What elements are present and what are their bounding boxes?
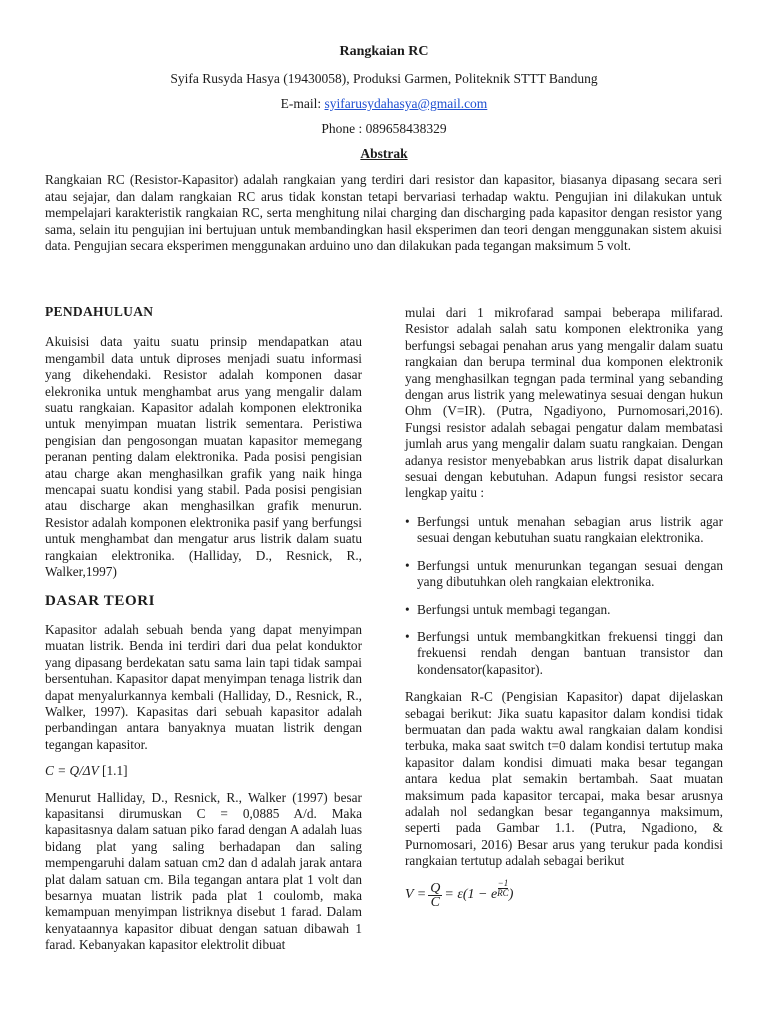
right-column [405,305,723,909]
equation-2-middle: = ε(1 − e [444,886,498,902]
pendahuluan-paragraph: Akuisisi data yaitu suatu prinsip mendapatkan atau mengambil data untuk diproses menjadi suatu informasi yang dikehendaki. Resistor adalah komponen dasar elekronika untuk menghambat arus yang mengalir dalam suatu rangkaian. Kapasitor adalah komponen elektronika untuk menyimpan muatan listrik sementara. Peristiwa pengisian dan pengosongan muatan kapasitor memegang peranan penting dalam elektronika. Pada posisi pengisian atau charge akan menghasilkan grafik yang naik hinga mencapai suatu kondisi yang stabil. Pada posisi pengisian atau discharge akan menghasilkan grafik menurun. Resistor adalah komponen elektronika pasif yang berfungsi untuk menghambat dan mengatur arus listrik dalam suatu rangkaian elektronika. (Halliday, D., Resnick, R., Walker,1997) [45,334,362,580]
equation-1-ref: [1.1] [98,763,128,779]
list-item-text: Berfungsi untuk menahan sebagian arus listrik agar sesuai dengan kebutuhan suatu rangkaian elektronika. [417,513,723,546]
list-item [405,558,723,591]
list-item-text: Berfungsi untuk membagi tegangan. [417,601,611,617]
exponent-numerator: −1 [497,877,509,888]
bullet-icon: • [405,628,410,644]
dasar-teori-heading: DASAR TEORI [45,592,156,609]
equation-2-fraction [428,882,442,909]
equation-2-lhs: V = [405,886,427,902]
list-item [405,629,723,678]
phone-line: Phone : 089658438329 [321,121,447,136]
left-column [45,304,362,954]
list-item-text: Berfungsi untuk menurunkan tegangan sesuai dengan yang dibutuhkan oleh rangkaian elektronika. [417,557,723,590]
pendahuluan-heading: PENDAHULUAN [45,304,154,319]
rangkaian-rc-paragraph: Rangkaian R-C (Pengisian Kapasitor) dapat dijelaskan sebagai berikut: Jika suatu kapasitor dalam kondisi tidak bermuatan dan pada waktu awal rangkaian dalam kondisi terbuka, maka saat switch t=0 dalam kondisi tertutup maka kapasitor dalam kondisi dimuati maka besar tegangan antara kedua plat semakin bertambah. Saat muatan maksimum pada kapasitor tercapai, maka besar arusnya adalah nol sedangkan besar tegangannya maksimum, seperti pada Gambar 1.1. (Putra, Ngadiono, & Purnomosari, 2016) Besar arus yang terukur pada kondisi rangkaian tertutup adalah sebagai berikut [405,689,723,869]
bullet-icon: • [405,601,410,617]
bullet-icon: • [405,513,410,529]
resistor-paragraph: mulai dari 1 mikrofarad sampai beberapa milifarad. Resistor adalah salah satu komponen elektronika yang berfungsi sebagai penahan arus yang mengalir dalam suatu rangkaian dan berupa terminal dua komponen elektronik yang menghasilkan tegngan pada terminal yang sebanding dengan arus listrik yang melewatinya sesuai dengan hukun Ohm (V=IR). (Putra, Ngadiyono, Purnomosari,2016). Fungsi resistor adalah sebagai pengatur dalam membatasi jumlah arus yang mengalir dalam suatu rangkaian. Dengan adanya resistor menyebabkan arus listrik dapat disalurkan sesuai dengan kebutuhan. Adapun fungsi resistor secara lengkap yaitu : [405,305,723,501]
list-item [405,602,723,618]
email-label: E-mail: [280,96,325,111]
equation-2-end: ) [508,886,514,902]
abstract-text: Rangkaian RC (Resistor-Kapasitor) adalah rangkaian yang terdiri dari resistor dan kapasitor, biasanya dipasang secara seri atau sejajar, dan dalam rangkaian RC arus tidak konstan tetapi bervariasi terhadap waktu. Pengujian ini dilakukan untuk mempelajari karakteristik rangkaian RC, serta menghitung nilai charging dan discharging pada kapasitor dengan resistor yang sama, selain itu pengujian ini bertujuan untuk membandingkan hasil eksperimen dan teori dengan menggunakan sistem akuisi data. Pengujian secara eksperimen menggunakan arduino uno dan dilakukan pada tegangan maksimum 5 volt. [45,172,722,254]
abstract-heading: Abstrak [360,146,408,161]
equation-1-formula: C = Q/ΔV [45,763,99,779]
paper-title: Rangkaian RC [339,44,429,59]
equation-2-exponent [497,879,509,898]
exponent-denominator: RC [497,887,509,898]
equation-1 [45,763,362,779]
list-item [405,514,723,547]
fraction-numerator: Q [430,880,441,896]
list-item-text: Berfungsi untuk membangkitkan frekuensi tinggi dan frekuensi rendah dengan bantuan transistor dan kondensator(kapasitor). [417,628,723,677]
author-line: Syifa Rusyda Hasya (19430058), Produksi Garmen, Politeknik STTT Bandung [170,71,598,86]
equation-2 [405,877,723,910]
email-line [0,96,768,112]
kapasitansi-paragraph: Menurut Halliday, D., Resnick, R., Walker (1997) besar kapasitansi dirumuskan C = 0,0885 A/d. Maka kapasitasnya dalam satuan piko farad dengan A adalah luas bidang plat yang saling berhadapan dan saling mempengaruhi dalam satuan cm2 dan d adalah jarak antara plat dalam satuan cm. Bila tegangan antara plat 1 volt dan besarnya muatan listrik pada plat 1 coulomb, maka kemampuan menyimpan listriknya disebut 1 farad. Dalam kenyataannya kapasitor dibuat dengan satuan dibawah 1 farad. Kebanyakan kapasitor elektrolit dibuat [45,789,362,953]
dasar-teori-paragraph: Kapasitor adalah sebuah benda yang dapat menyimpan muatan listrik. Benda ini terdiri dari dua pelat konduktor yang dipasang berdekatan satu sama lain tapi tidak sampai bersentuhan. Kapasitor dapat menyimpan tenaga listrik dan dapat menyalurkannya kembali (Halliday, D., Resnick, R., Walker, 1997). Kapasitas dari sebuah kapasitor adalah perbandingan antara banyaknya muatan listrik dengan tegangan kapasitor. [45,621,362,752]
fraction-denominator: C [430,894,440,910]
bullet-icon: • [405,557,410,573]
email-link[interactable]: syifarusydahasya@gmail.com [324,96,488,111]
